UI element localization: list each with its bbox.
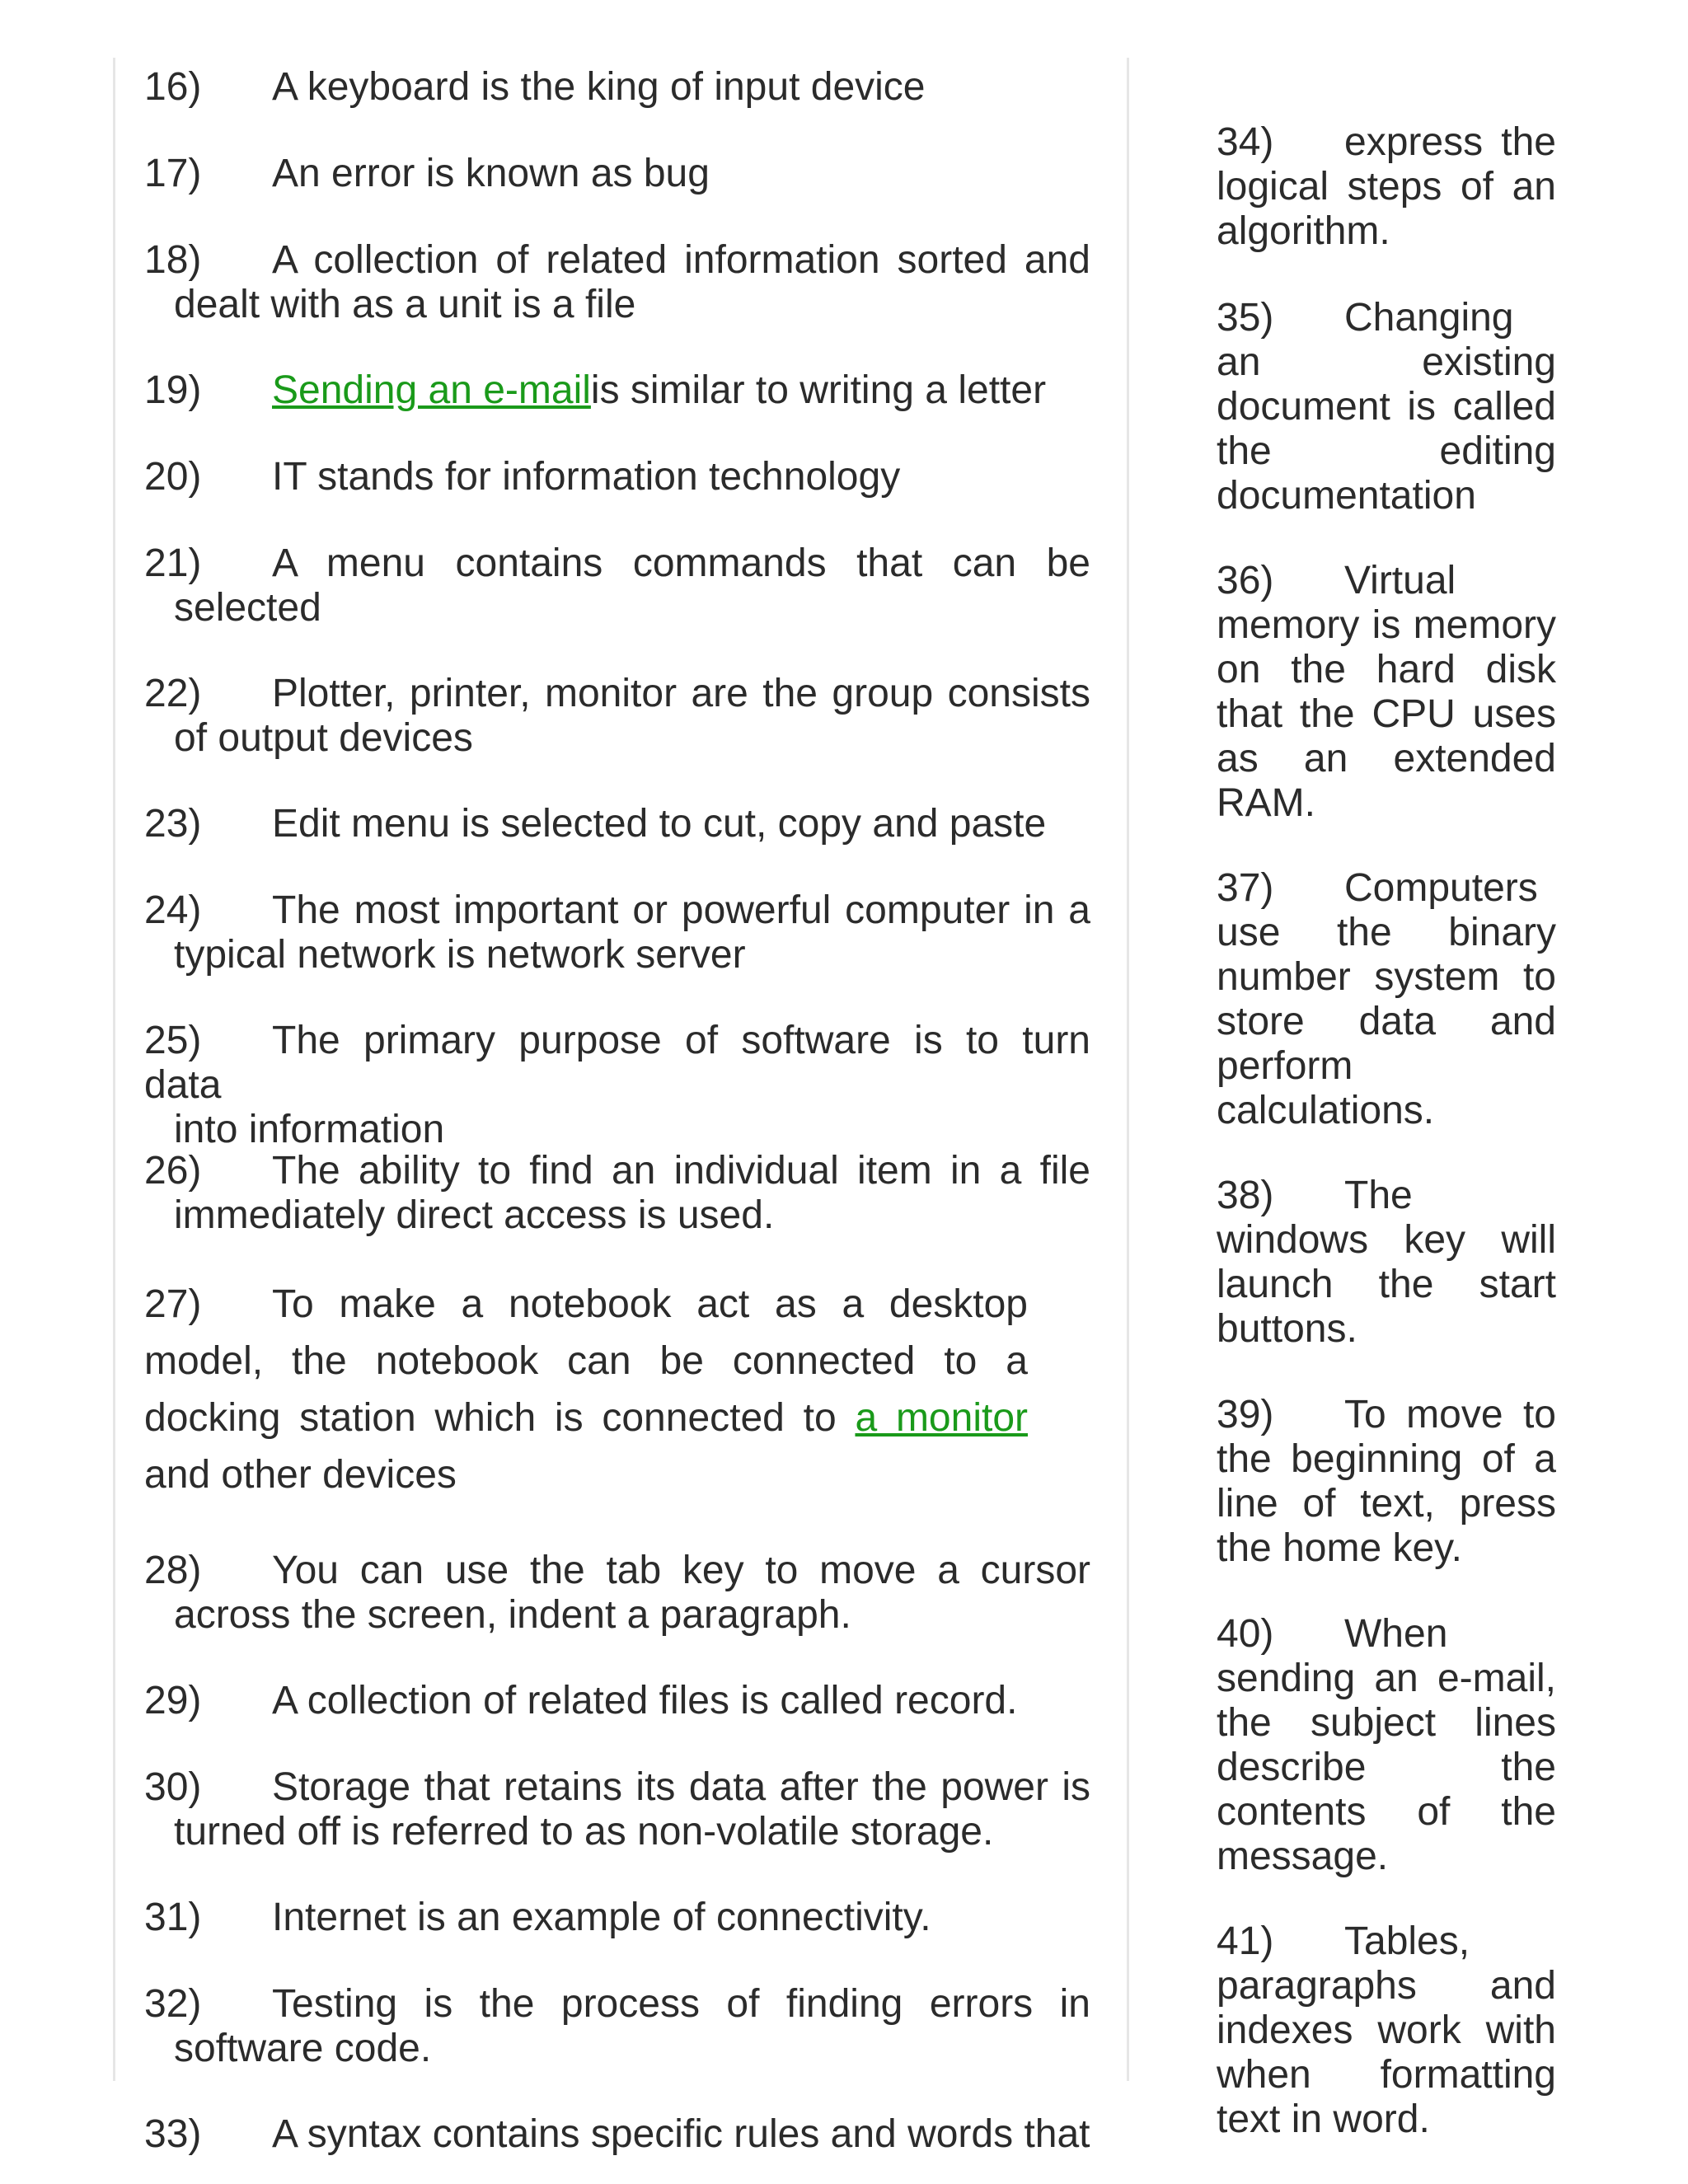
item-number: 25) [144, 1019, 202, 1062]
item-text: A menu contains commands that can be [272, 541, 1090, 585]
item-text: IT stands for information technology [272, 455, 901, 499]
item-text: is similar to writing a letter [590, 368, 1047, 412]
item-number: 23) [144, 802, 202, 846]
item-text: To make a notebook act as a desktop model, the notebook can be connected to a docking station which is connected to [144, 1282, 1028, 1440]
item-text-continued: dealt with as a unit is a file [174, 283, 636, 326]
item-number: 18) [144, 238, 202, 282]
item-text-continued: across the screen, indent a paragraph. [174, 1593, 851, 1637]
list-item-28 [144, 1549, 1090, 1638]
item-text: A syntax contains specific rules and words that [272, 2112, 1090, 2156]
item-text: Computers use the binary number system to store data and perform calculations. [1217, 866, 1556, 1132]
list-item-25 [144, 1019, 1090, 1152]
item-number: 22) [144, 672, 202, 715]
item-text: Plotter, printer, monitor are the group consists [272, 672, 1090, 715]
item-text-continued: turned off is referred to as non-volatile storage. [174, 1810, 994, 1854]
item-text: You can use the tab key to move a cursor [272, 1549, 1090, 1592]
item-number: 31) [144, 1896, 202, 1939]
list-item-27 [144, 1276, 1028, 1503]
item-number: 37) [1217, 866, 1274, 910]
item-text: When sending an e-mail, the subject lines describe the contents of the message. [1217, 1612, 1556, 1878]
item-text: An error is known as bug [272, 152, 710, 195]
item-number: 41) [1217, 1919, 1274, 1963]
item-text: Testing is the process of finding errors in [272, 1982, 1090, 2026]
list-item-31 [144, 1896, 1090, 1940]
list-item-29 [144, 1679, 1090, 1723]
item-number: 36) [1217, 559, 1274, 602]
list-item-41 [1217, 1919, 1556, 2142]
item-text: express the logical steps of an algorithm. [1217, 120, 1556, 253]
item-number: 32) [144, 1982, 202, 2026]
item-text: To move to the beginning of a line of text, press the home key. [1217, 1393, 1556, 1570]
item-number: 33) [144, 2112, 202, 2156]
item-text: The primary purpose of software is to turn data [144, 1019, 1090, 1107]
item-number: 20) [144, 455, 202, 499]
item-number: 17) [144, 152, 202, 195]
item-number: 34) [1217, 120, 1274, 164]
item-number: 28) [144, 1549, 202, 1592]
list-item-30 [144, 1765, 1090, 1854]
item-number: 39) [1217, 1393, 1274, 1436]
item-number: 24) [144, 888, 202, 932]
item-text-continued: typical network is network server [174, 933, 746, 977]
item-text: The most important or powerful computer in a [272, 888, 1090, 932]
item-text: The ability to find an individual item in a file [272, 1149, 1090, 1193]
item-number: 21) [144, 541, 202, 585]
right-column-rule [1127, 58, 1129, 2081]
list-item-21 [144, 541, 1090, 630]
item-text-continued: into information [174, 1108, 445, 1151]
item-number: 40) [1217, 1612, 1274, 1656]
list-item-36 [1217, 559, 1556, 826]
item-text-continued: and other devices [144, 1453, 457, 1497]
item-text: Changing an existing document is called the editing documentation [1217, 296, 1556, 518]
list-item-23 [144, 802, 1090, 846]
email-link[interactable]: Sending an e-mail [272, 368, 591, 412]
item-text: Tables, paragraphs and indexes work with when formatting text in word. [1217, 1919, 1556, 2141]
list-item-37 [1217, 866, 1556, 1133]
list-item-40 [1217, 1612, 1556, 1879]
list-item-34 [1217, 120, 1556, 254]
item-text-continued: selected [174, 586, 321, 630]
item-number: 30) [144, 1765, 202, 1809]
list-item-38 [1217, 1174, 1556, 1352]
list-item-39 [1217, 1393, 1556, 1571]
list-item-22 [144, 672, 1090, 761]
item-number: 29) [144, 1679, 202, 1722]
list-item-26 [144, 1149, 1090, 1238]
item-number: 27) [144, 1282, 202, 1326]
item-text-continued: immediately direct access is used. [174, 1193, 775, 1237]
list-item-16 [144, 65, 1090, 110]
item-number: 35) [1217, 296, 1274, 340]
list-item-18 [144, 238, 1090, 327]
list-item-20 [144, 455, 1090, 499]
left-column-rule [113, 58, 115, 2081]
item-text: Virtual memory is memory on the hard disk that the CPU uses as an extended RAM. [1217, 559, 1556, 825]
list-item-33 [144, 2112, 1090, 2157]
item-text: Internet is an example of connectivity. [272, 1896, 931, 1939]
list-item-35 [1217, 296, 1556, 518]
list-item-32 [144, 1982, 1090, 2071]
item-text: The windows key will launch the start buttons. [1217, 1174, 1556, 1351]
item-number: 16) [144, 65, 202, 109]
item-text: A keyboard is the king of input device [272, 65, 926, 109]
item-number: 38) [1217, 1174, 1274, 1217]
item-text: Storage that retains its data after the power is [272, 1765, 1090, 1809]
list-item-24 [144, 888, 1090, 977]
item-text-continued: of output devices [174, 716, 473, 760]
item-number: 19) [144, 368, 202, 412]
item-number: 26) [144, 1149, 202, 1193]
item-text-continued: software code. [174, 2027, 432, 2070]
item-text: A collection of related information sorted and [272, 238, 1090, 282]
monitor-link[interactable]: a monitor [855, 1396, 1028, 1440]
list-item-17 [144, 152, 1090, 196]
item-text: A collection of related files is called record. [272, 1679, 1018, 1722]
item-text: Edit menu is selected to cut, copy and paste [272, 802, 1047, 846]
list-item-19 [144, 368, 1090, 413]
